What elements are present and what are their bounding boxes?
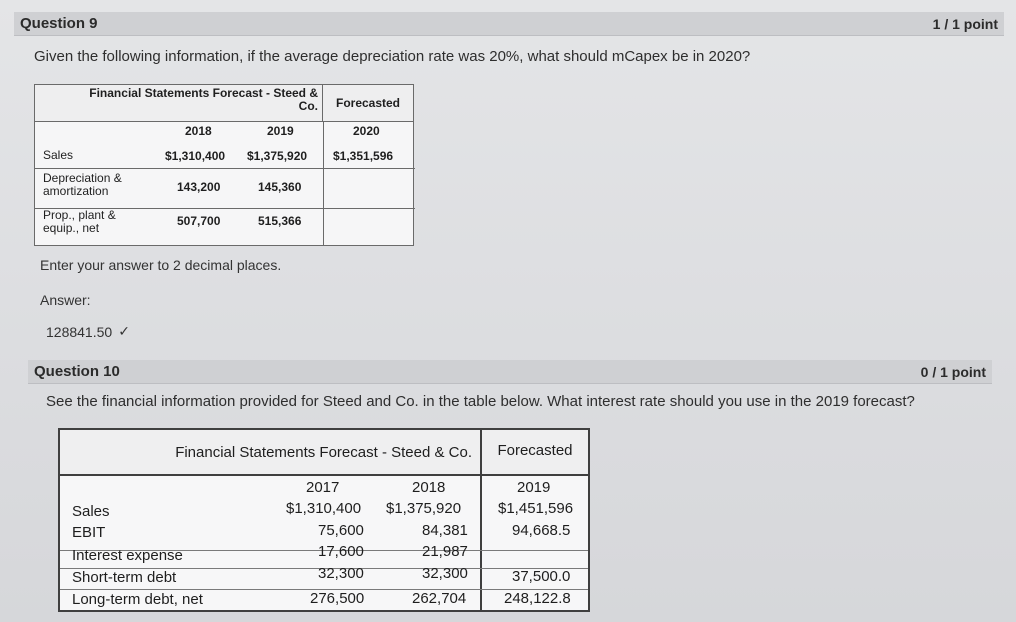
row-label-interest-expense: Interest expense xyxy=(72,547,183,564)
cell-ebit-2019: 94,668.5 xyxy=(512,522,571,539)
cell-std-2017: 32,300 xyxy=(318,565,364,582)
forecast-header: Forecasted xyxy=(322,84,414,122)
question-10-header xyxy=(28,360,992,384)
year-header: 2018 xyxy=(412,479,446,496)
answer-row xyxy=(46,323,130,340)
question-9-prompt: Given the following information, if the average depreciation rate was 20%, what should mCapex be in 2020? xyxy=(34,48,751,65)
caption-line-1: Financial Statements Forecast - Steed & xyxy=(89,86,318,100)
year-header: 2020 xyxy=(353,124,380,138)
row-label-sales: Sales xyxy=(43,148,74,162)
cell-sales-2018: $1,310,400 xyxy=(165,149,226,163)
cell-std-2018: 32,300 xyxy=(422,565,468,582)
year-header: 2019 xyxy=(267,124,294,138)
question-10-title: Question 10 xyxy=(34,363,120,380)
answer-label: Answer: xyxy=(40,292,91,308)
question-10-financial-table xyxy=(58,428,590,612)
cell-ebit-2017: 75,600 xyxy=(318,522,364,539)
label-line: equip., net xyxy=(43,221,100,235)
question-9-title: Question 9 xyxy=(20,15,98,32)
cell-sales-2020: $1,351,596 xyxy=(333,149,394,163)
cell-ltd-2017: 276,500 xyxy=(310,590,365,607)
year-header: 2018 xyxy=(185,124,212,138)
cell-sales-2019: $1,375,920 xyxy=(247,149,308,163)
row-label-depreciation xyxy=(43,172,122,198)
label-line: amortization xyxy=(43,184,109,198)
cell-interest-2017: 17,600 xyxy=(318,543,364,560)
question-10-prompt: See the financial information provided for Steed and Co. in the table below. What interest rate should you use in the 2019 forecast? xyxy=(46,393,915,410)
label-line: Depreciation & xyxy=(43,171,122,185)
question-9-financial-table xyxy=(34,84,414,246)
row-label-ebit: EBIT xyxy=(72,524,106,541)
cell-depreciation-2019: 145,360 xyxy=(258,180,302,194)
table-caption xyxy=(34,84,322,122)
row-divider xyxy=(35,168,415,169)
cell-sales-2017: $1,310,400 xyxy=(286,500,362,517)
check-icon: ✓ xyxy=(118,323,130,339)
table-body xyxy=(34,122,414,246)
cell-std-2019: 37,500.0 xyxy=(512,568,571,585)
cell-depreciation-2018: 143,200 xyxy=(177,180,221,194)
answer-hint: Enter your answer to 2 decimal places. xyxy=(40,257,282,273)
row-label-short-term-debt: Short-term debt xyxy=(72,569,177,586)
row-label-sales: Sales xyxy=(72,503,110,520)
question-10-points: 0 / 1 point xyxy=(920,363,986,380)
answer-value: 128841.50 xyxy=(46,323,113,340)
cell-sales-2019: $1,451,596 xyxy=(498,500,574,517)
table-body xyxy=(58,476,590,612)
cell-ppe-2019: 515,366 xyxy=(258,214,302,228)
label-line: Prop., plant & xyxy=(43,208,116,222)
row-label-long-term-debt: Long-term debt, net xyxy=(72,591,203,608)
column-divider xyxy=(323,122,324,246)
question-9-header xyxy=(14,12,1004,36)
cell-ltd-2019: 248,122.8 xyxy=(504,590,571,607)
question-9-points: 1 / 1 point xyxy=(932,15,998,32)
table-caption: Financial Statements Forecast - Steed & Co. xyxy=(58,428,480,476)
cell-interest-2018: 21,987 xyxy=(422,543,468,560)
caption-line-2: Co. xyxy=(298,99,318,113)
cell-ppe-2018: 507,700 xyxy=(177,214,221,228)
cell-sales-2018: $1,375,920 xyxy=(386,500,462,517)
forecast-header: Forecasted xyxy=(480,428,590,476)
cell-ebit-2018: 84,381 xyxy=(422,522,468,539)
cell-ltd-2018: 262,704 xyxy=(412,590,467,607)
row-label-ppe xyxy=(43,209,116,235)
year-header: 2019 xyxy=(517,479,551,496)
year-header: 2017 xyxy=(306,479,340,496)
